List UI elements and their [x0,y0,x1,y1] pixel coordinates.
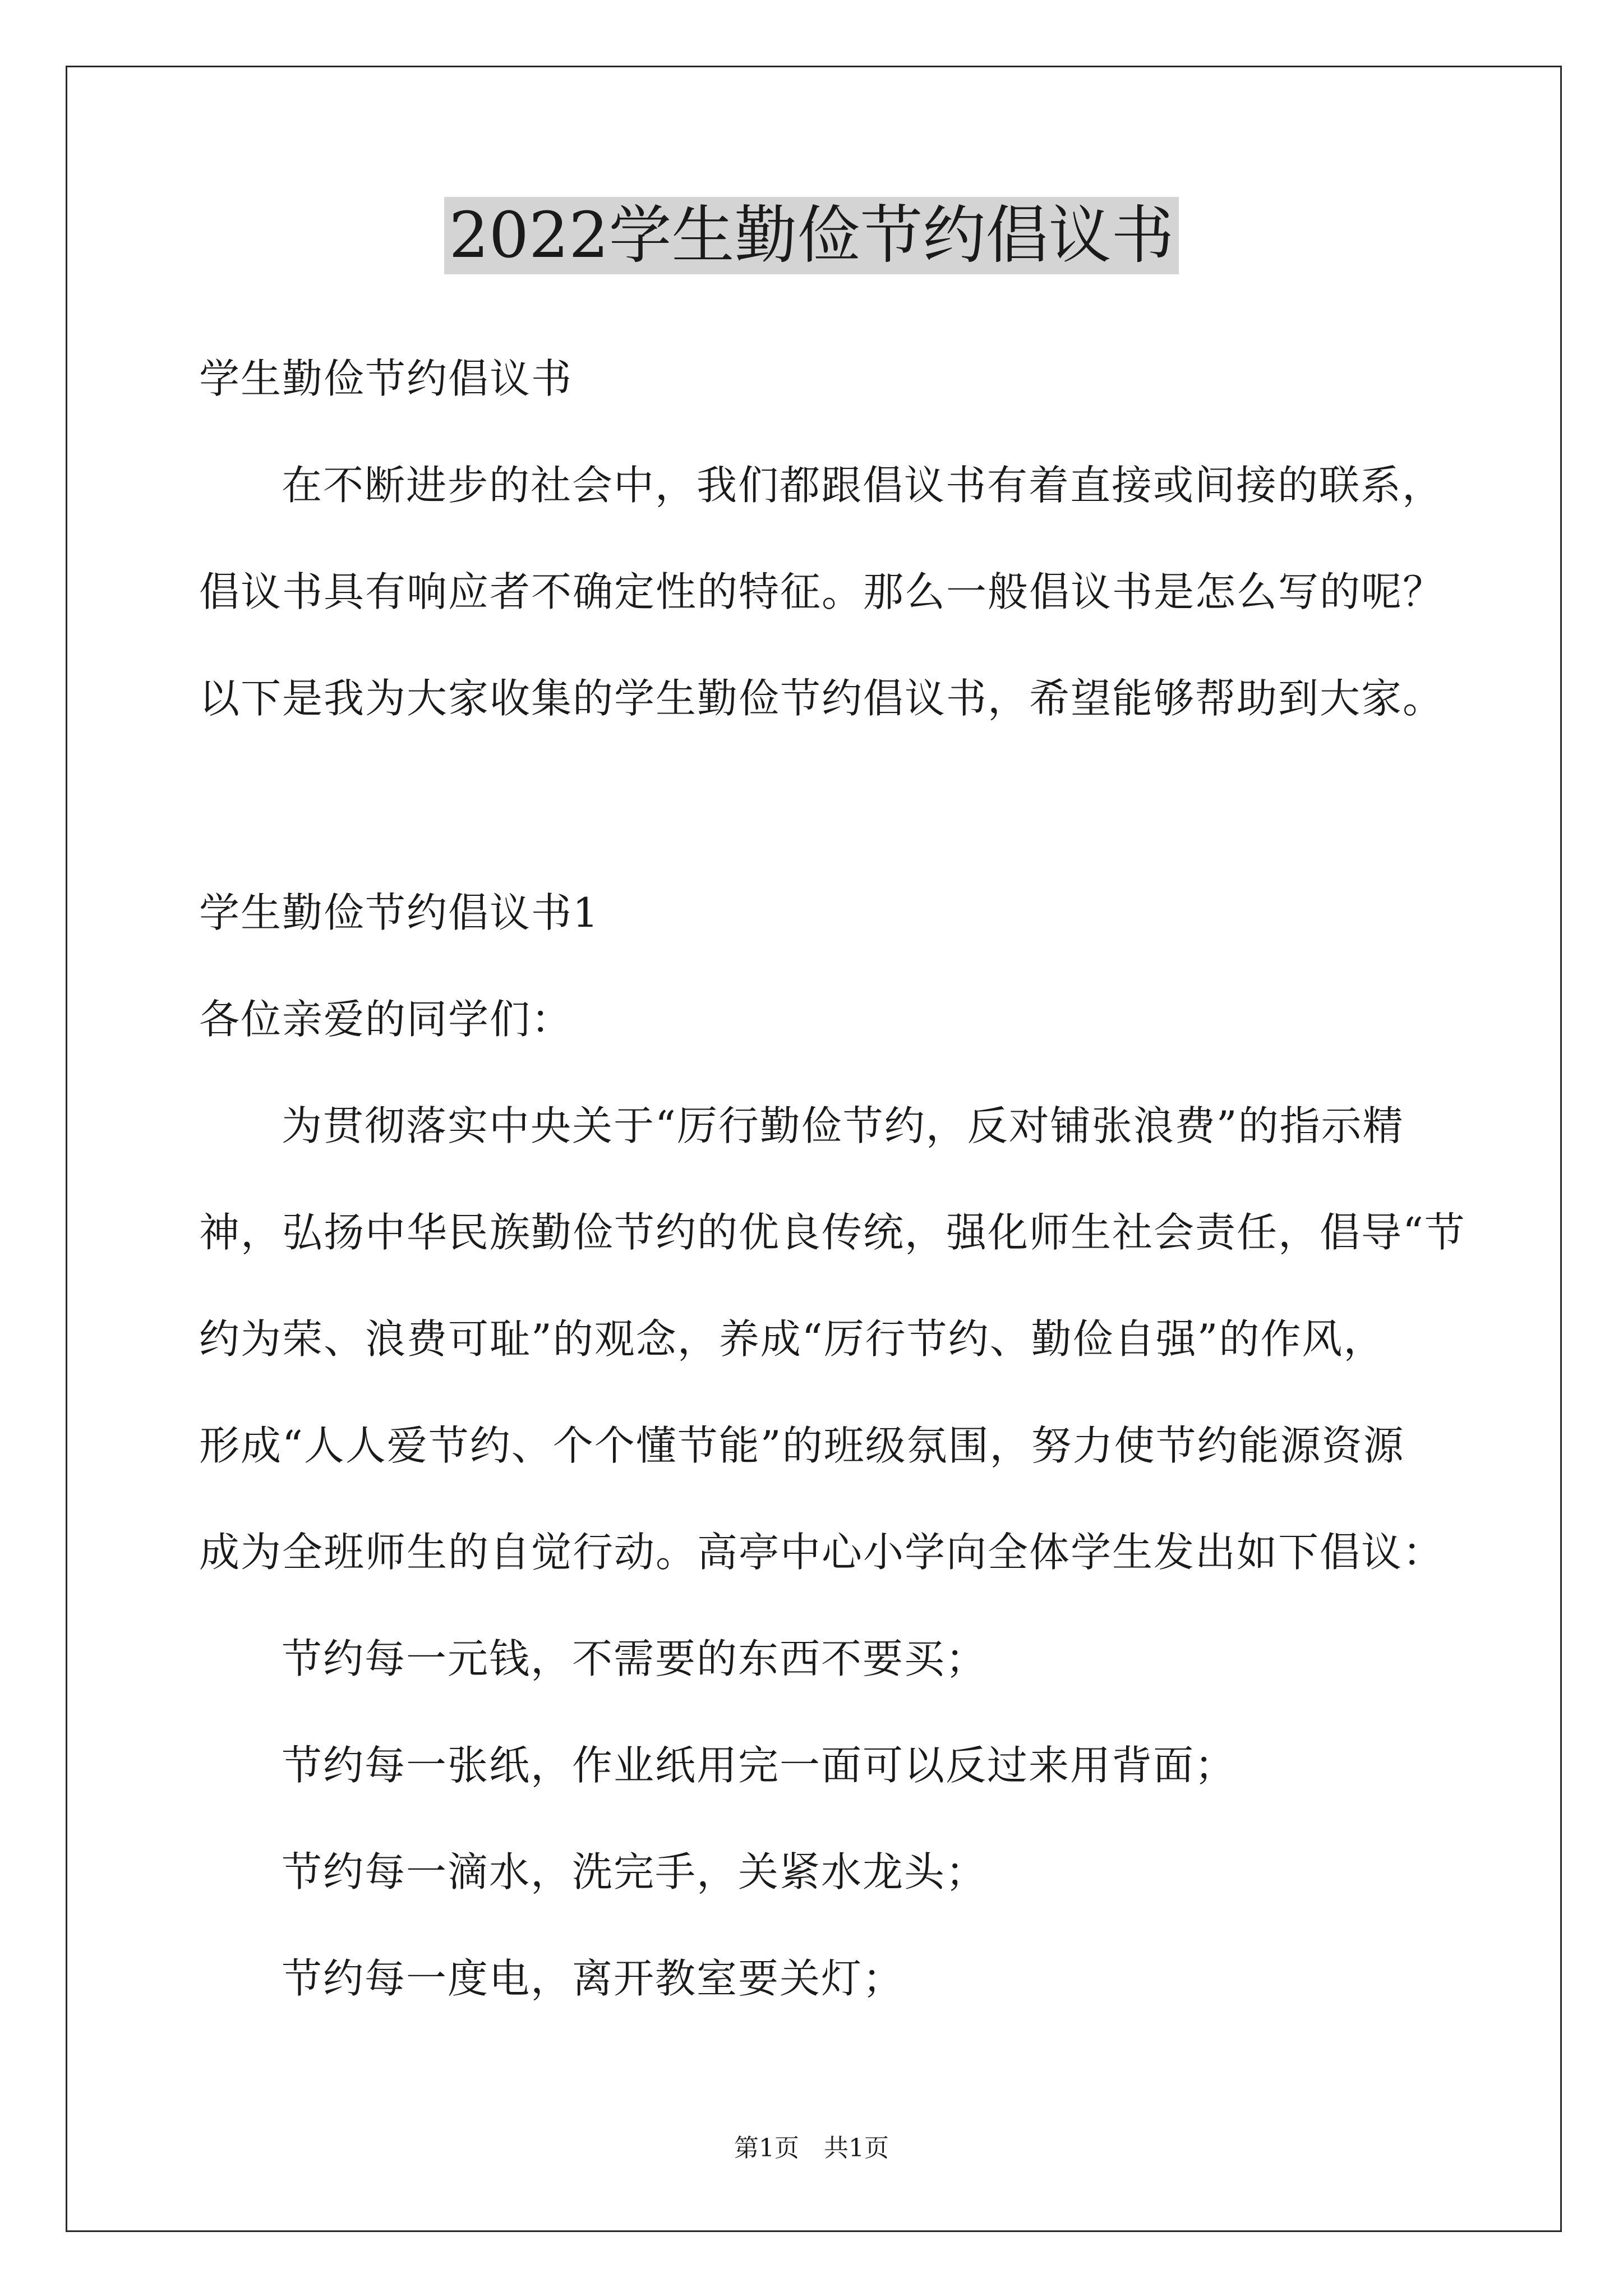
body-line: 成为全班师生的自觉行动。高亭中心小学向全体学生发出如下倡议： [199,1529,1445,1576]
body-line: 神，弘扬中华民族勤俭节约的优良传统，强化师生社会责任，倡导“节 [199,1209,1466,1256]
proposal-item: 节约每一度电，离开教室要关灯； [282,1955,905,2002]
body-line: 约为荣、浪费可耻”的观念，养成“厉行节约、勤俭自强”的作风， [199,1315,1385,1363]
body-line: 为贯彻落实中央关于“厉行勤俭节约，反对铺张浪费”的指示精 [282,1102,1404,1149]
salutation: 各位亲爱的同学们： [199,996,573,1043]
proposal-item: 节约每一张纸，作业纸用完一面可以反过来用背面； [282,1742,1237,1789]
intro-line: 在不断进步的社会中，我们都跟倡议书有着直接或间接的联系， [282,462,1444,509]
intro-line: 倡议书具有响应者不确定性的特征。那么一般倡议书是怎么写的呢？ [199,568,1445,615]
body-line: 形成“人人爱节约、个个懂节能”的班级氛围，努力使节约能源资源 [199,1422,1405,1469]
section-heading: 学生勤俭节约倡议书 [199,355,573,402]
document-title [0,197,1623,274]
title-highlight: 2022学生勤俭节约倡议书 [444,197,1178,274]
letter-heading: 学生勤俭节约倡议书1 [199,889,600,936]
intro-line: 以下是我为大家收集的学生勤俭节约倡议书，希望能够帮助到大家。 [199,675,1445,722]
page-footer: 第1页 共1页 [734,2134,889,2162]
proposal-item: 节约每一元钱，不需要的东西不要买； [282,1635,988,1682]
proposal-item: 节约每一滴水，洗完手，关紧水龙头； [282,1848,988,1895]
